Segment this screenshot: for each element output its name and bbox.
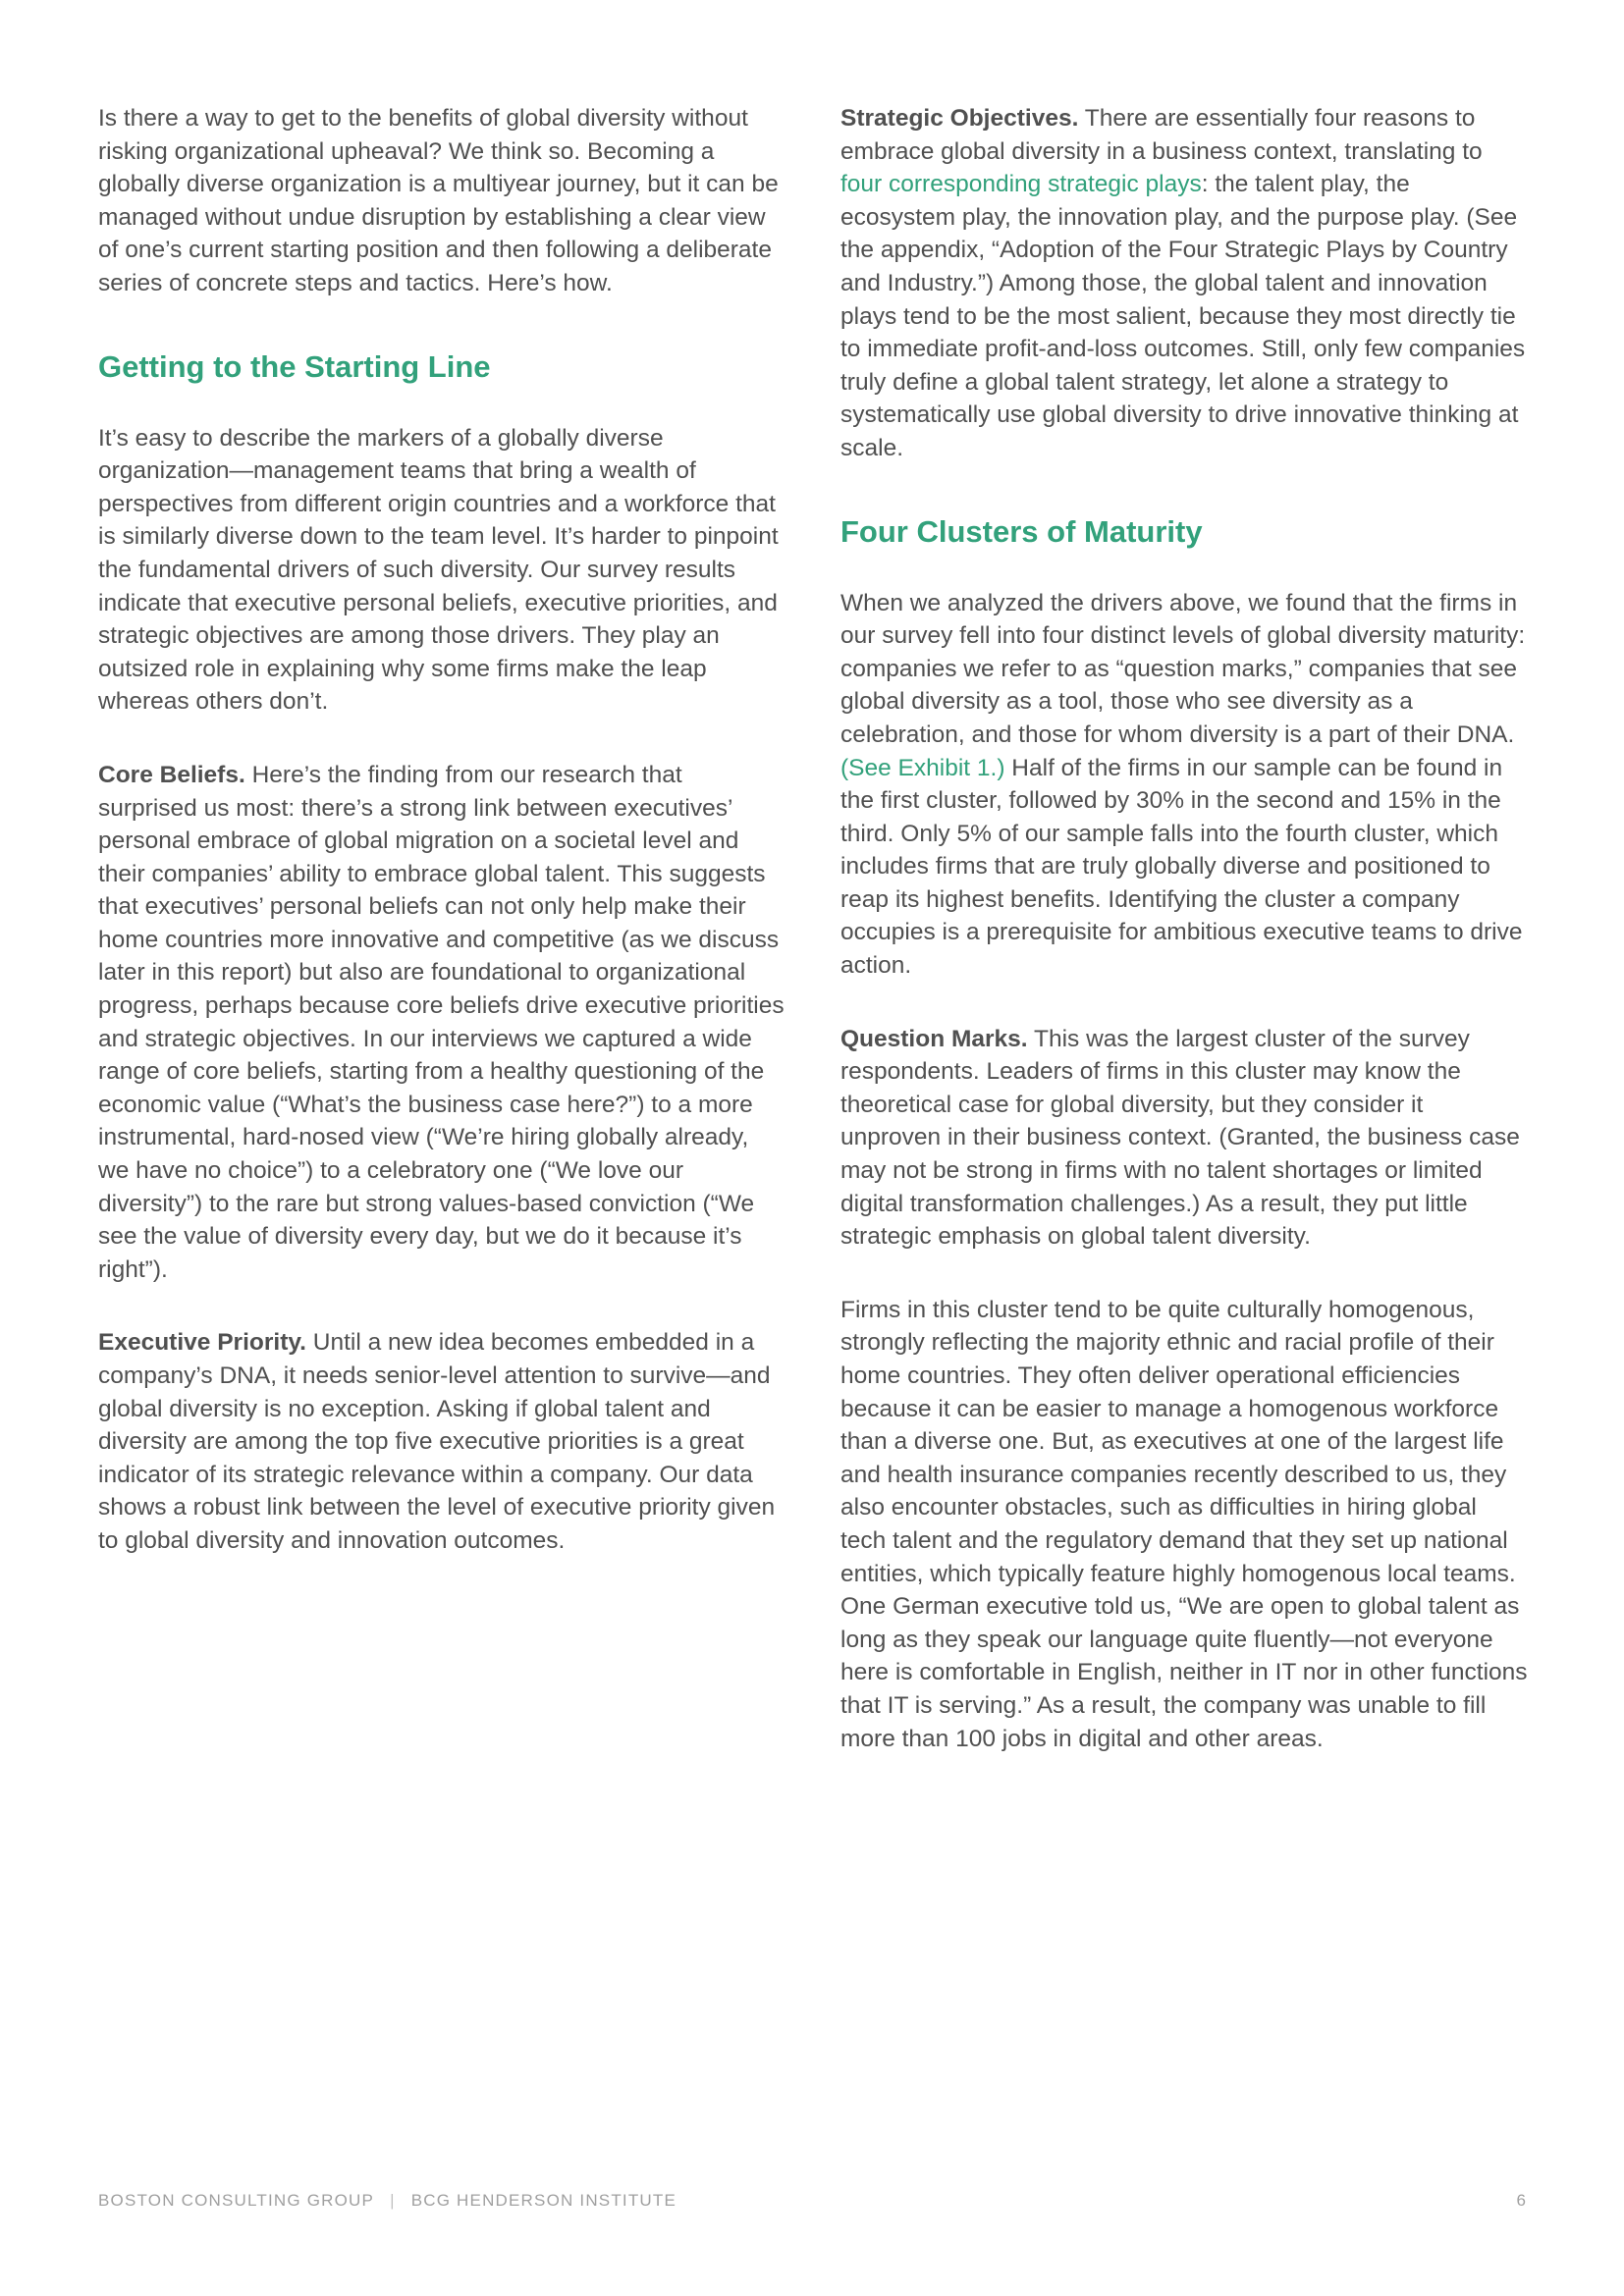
executive-priority-text: Until a new idea becomes embedded in a company’s DNA, it needs senior-level attention to survive—and global diversity is no exception. Asking if global talent and diversity are among the top five executive priorities is a great indicator of its strategic relevance within a company. Our data shows a robust link between the level of executive priority given to global diversity and innovation outcomes.	[98, 1329, 776, 1554]
drivers-paragraph: It’s easy to describe the markers of a globally diverse organization—management teams that bring a wealth of perspectives from different origin countries and a workforce that is similarly diverse down to the team level. It’s harder to pinpoint the fundamental drivers of such diversity. Our survey results indicate that executive personal beliefs, executive priorities, and strategic objectives are among those drivers. They play an outsized role in explaining why some firms make the leap whereas others don’t.	[98, 424, 779, 716]
footer-institute: BCG HENDERSON INSTITUTE	[410, 2191, 677, 2210]
core-beliefs-paragraph	[98, 759, 785, 1287]
strategic-objectives-text-1: There are essentially four reasons to embrace global diversity in a business context, translating to	[840, 105, 1483, 165]
footer-org: BOSTON CONSULTING GROUP	[98, 2191, 375, 2210]
section-heading-starting-line: Getting to the Starting Line	[98, 348, 491, 384]
question-marks-text: This was the largest cluster of the survey respondents. Leaders of firms in this cluster may know the theoretical case for global diversity, but they consider it unproven in their business context. (Granted, the business case may not be strong in firms with no talent shortages or limited digital transformation challenges.) As a result, they put little strategic emphasis on global talent diversity.	[840, 1025, 1520, 1251]
strategic-objectives-paragraph	[840, 102, 1528, 465]
core-beliefs-lead: Core Beliefs.	[98, 761, 245, 788]
homogenous-firms-paragraph: Firms in this cluster tend to be quite culturally homogenous, strongly reflecting the majority ethnic and racial profile of their home countries. They often deliver operational efficiencies because it can be easier to manage a homogenous workforce than a diverse one. But, as executives at one of the largest life and health insurance companies recently described to us, they also encounter obstacles, such as difficulties in hiring global tech talent and the regulatory demand that they set up national entities, which typically feature highly homogenous local teams. One German executive told us, “We are open to global talent as long as they speak our language quite fluently—not everyone here is comfortable in English, neither in IT nor in other functions that IT is serving.” As a result, the company was unable to fill more than 100 jobs in digital and other areas.	[840, 1296, 1528, 1752]
executive-priority-paragraph	[98, 1326, 785, 1557]
question-marks-lead: Question Marks.	[840, 1025, 1028, 1052]
exhibit-1-link[interactable]: (See Exhibit 1.)	[840, 754, 1005, 781]
strategic-plays-link[interactable]: four corresponding strategic plays	[840, 171, 1202, 198]
intro-paragraph: Is there a way to get to the benefits of global diversity without risking organizational upheaval? We think so. Becoming a globally diverse organization is a multiyear journey, but it can be managed without undue disruption by establishing a clear view of one’s current starting position and then following a deliberate series of concrete steps and tactics. Here’s how.	[98, 105, 779, 296]
core-beliefs-text: Here’s the finding from our research that surprised us most: there’s a strong link between executives’ personal embrace of global migration on a societal level and their companies’ ability to embrace global talent. This suggests that executives’ personal beliefs can not only help make their home countries more innovative and competitive (as we discuss later in this report) but also are foundational to organizational progress, perhaps because core beliefs drive executive priorities and strategic objectives. In our interviews we captured a wide range of core beliefs, starting from a healthy questioning of the economic value (“What’s the business case here?”) to a more instrumental, hard-nosed view (“We’re hiring globally already, we have no choice”) to a celebratory one (“We love our diversity”) to the rare but strong values-based conviction (“We see the value of diversity every day, but we do it because it’s right”).	[98, 761, 785, 1283]
footer-separator: |	[390, 2191, 396, 2210]
right-column	[840, 102, 1528, 1795]
section-heading-four-clusters: Four Clusters of Maturity	[840, 513, 1203, 549]
clusters-paragraph	[840, 587, 1528, 983]
strategic-objectives-text-2: : the talent play, the ecosystem play, the innovation play, and the purpose play. (See the appendix, “Adoption of the Four Strategic Plays by Country and Industry.”) Among those, the global talent and innovation plays tend to be the most salient, because they most directly tie to immediate profit-and-loss outcomes. Still, only few companies truly define a global talent strategy, let alone a strategy to systematically use global diversity to drive innovative thinking at scale.	[840, 171, 1526, 461]
strategic-objectives-lead: Strategic Objectives.	[840, 105, 1079, 132]
left-column	[98, 102, 785, 1598]
clusters-text-2: Half of the firms in our sample can be found in the first cluster, followed by 30% in the second and 15% in the third. Only 5% of our sample falls into the fourth cluster, which includes firms that are truly globally diverse and positioned to reap its highest benefits. Identifying the cluster a company occupies is a prerequisite for ambitious executive teams to drive action.	[840, 754, 1523, 980]
page-number: 6	[1516, 2191, 1526, 2210]
question-marks-paragraph	[840, 1023, 1528, 1254]
page-footer	[98, 2191, 1526, 2211]
executive-priority-lead: Executive Priority.	[98, 1329, 306, 1357]
clusters-text-1: When we analyzed the drivers above, we found that the firms in our survey fell into four distinct levels of global diversity maturity: companies we refer to as “question marks,” companies that see global diversity as a tool, those who see diversity as a celebration, and those for whom diversity is a part of their DNA.	[840, 589, 1526, 748]
